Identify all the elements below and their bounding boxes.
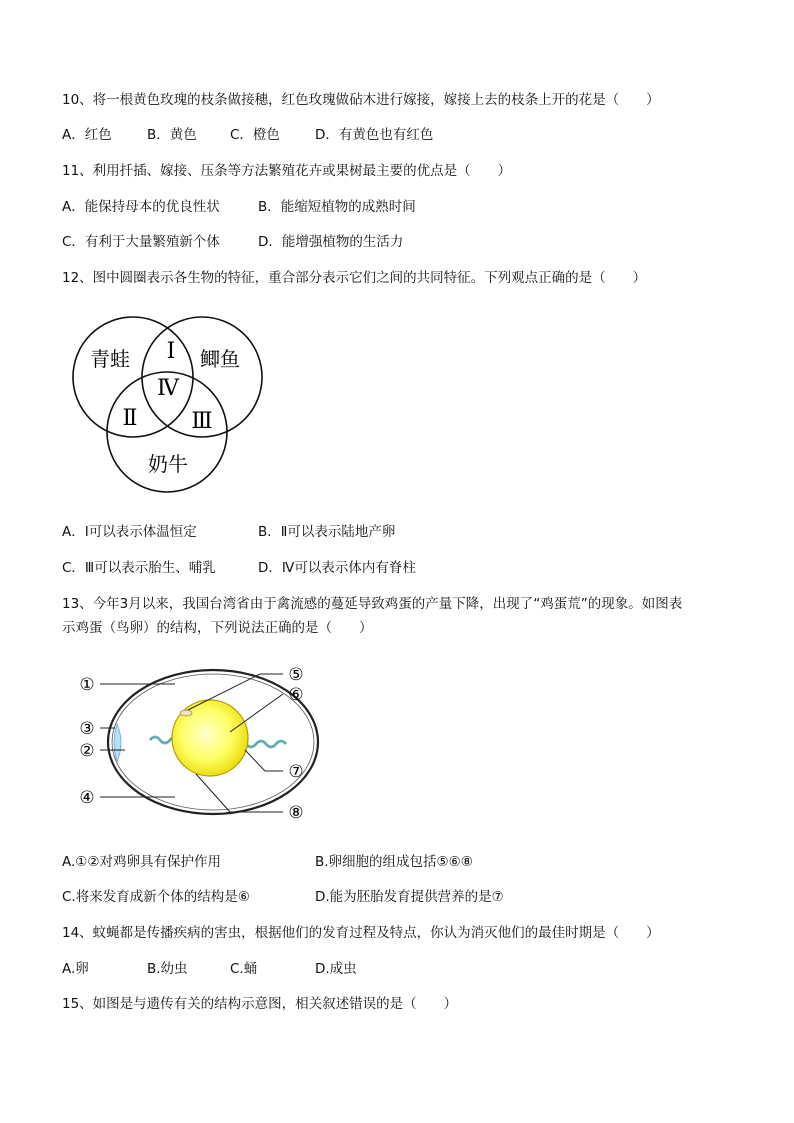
q14-option-d: D.成虫 — [315, 961, 357, 977]
venn-region-4: Ⅳ — [157, 376, 179, 401]
q14-option-c: C.蛹 — [230, 961, 258, 977]
q11-option-b: B．能缩短植物的成熟时间 — [258, 199, 416, 215]
q13-option-b: B.卵细胞的组成包括⑤⑥⑧ — [315, 854, 473, 870]
egg-structure-diagram — [70, 662, 320, 827]
egg-label-8: ⑧ — [288, 803, 304, 823]
egg-label-3: ③ — [79, 719, 95, 739]
question-10-stem: 10、将一根黄色玫瑰的枝条做接穗，红色玫瑰做砧木进行嫁接，嫁接上去的枝条上开的花是（ ） — [62, 92, 660, 108]
question-14-stem: 14、蚊蝇都是传播疾病的害虫，根据他们的发育过程及特点，你认为消灭他们的最佳时期是（ ） — [62, 925, 660, 941]
question-13-stem-line2: 示鸡蛋（鸟卵）的结构，下列说法正确的是（ ） — [62, 620, 373, 636]
venn-region-1: Ⅰ — [166, 339, 176, 364]
q12-option-c: C．Ⅲ可以表示胎生、哺乳 — [62, 560, 216, 576]
q12-option-b: B．Ⅱ可以表示陆地产卵 — [258, 524, 396, 540]
q10-option-b: B．黄色 — [147, 127, 197, 143]
q11-option-c: C．有利于大量繁殖新个体 — [62, 234, 220, 250]
venn-region-2: Ⅱ — [122, 406, 138, 431]
question-12-stem: 12、图中圆圈表示各生物的特征，重合部分表示它们之间的共同特征。下列观点正确的是（ ） — [62, 270, 647, 286]
venn-diagram — [60, 310, 270, 500]
question-13-stem-line1: 13、今年3月以来，我国台湾省由于禽流感的蔓延导致鸡蛋的产量下降，出现了“鸡蛋荒”的现象。如图表 — [62, 596, 683, 612]
q12-option-d: D．Ⅳ可以表示体内有脊柱 — [258, 560, 416, 576]
q12-option-a: A．Ⅰ可以表示体温恒定 — [62, 524, 197, 540]
egg-label-1: ① — [79, 675, 95, 695]
egg-label-6: ⑥ — [288, 685, 304, 705]
q10-option-a: A．红色 — [62, 127, 112, 143]
question-15-stem: 15、如图是与遗传有关的结构示意图，相关叙述错误的是（ ） — [62, 996, 458, 1012]
q14-option-b: B.幼虫 — [147, 961, 188, 977]
venn-label-crucian-carp: 鲫鱼 — [200, 347, 240, 371]
egg-label-7: ⑦ — [288, 762, 304, 782]
venn-label-cow: 奶牛 — [148, 452, 188, 476]
q11-option-a: A．能保持母本的优良性状 — [62, 199, 220, 215]
egg-label-5: ⑤ — [288, 665, 304, 685]
q13-option-c: C.将来发育成新个体的结构是⑥ — [62, 889, 250, 905]
venn-region-3: Ⅲ — [191, 409, 213, 434]
q10-option-d: D．有黄色也有红色 — [315, 127, 434, 143]
question-11-stem: 11、利用扦插、嫁接、压条等方法繁殖花卉或果树最主要的优点是（ ） — [62, 163, 512, 179]
q10-option-c: C．橙色 — [230, 127, 280, 143]
venn-label-frog: 青蛙 — [90, 347, 130, 371]
q11-option-d: D．能增强植物的生活力 — [258, 234, 404, 250]
egg-label-2: ② — [79, 741, 95, 761]
egg-label-4: ④ — [79, 788, 95, 808]
q14-option-a: A.卵 — [62, 961, 89, 977]
q13-option-a: A.①②对鸡卵具有保护作用 — [62, 854, 221, 870]
q13-option-d: D.能为胚胎发育提供营养的是⑦ — [315, 889, 504, 905]
